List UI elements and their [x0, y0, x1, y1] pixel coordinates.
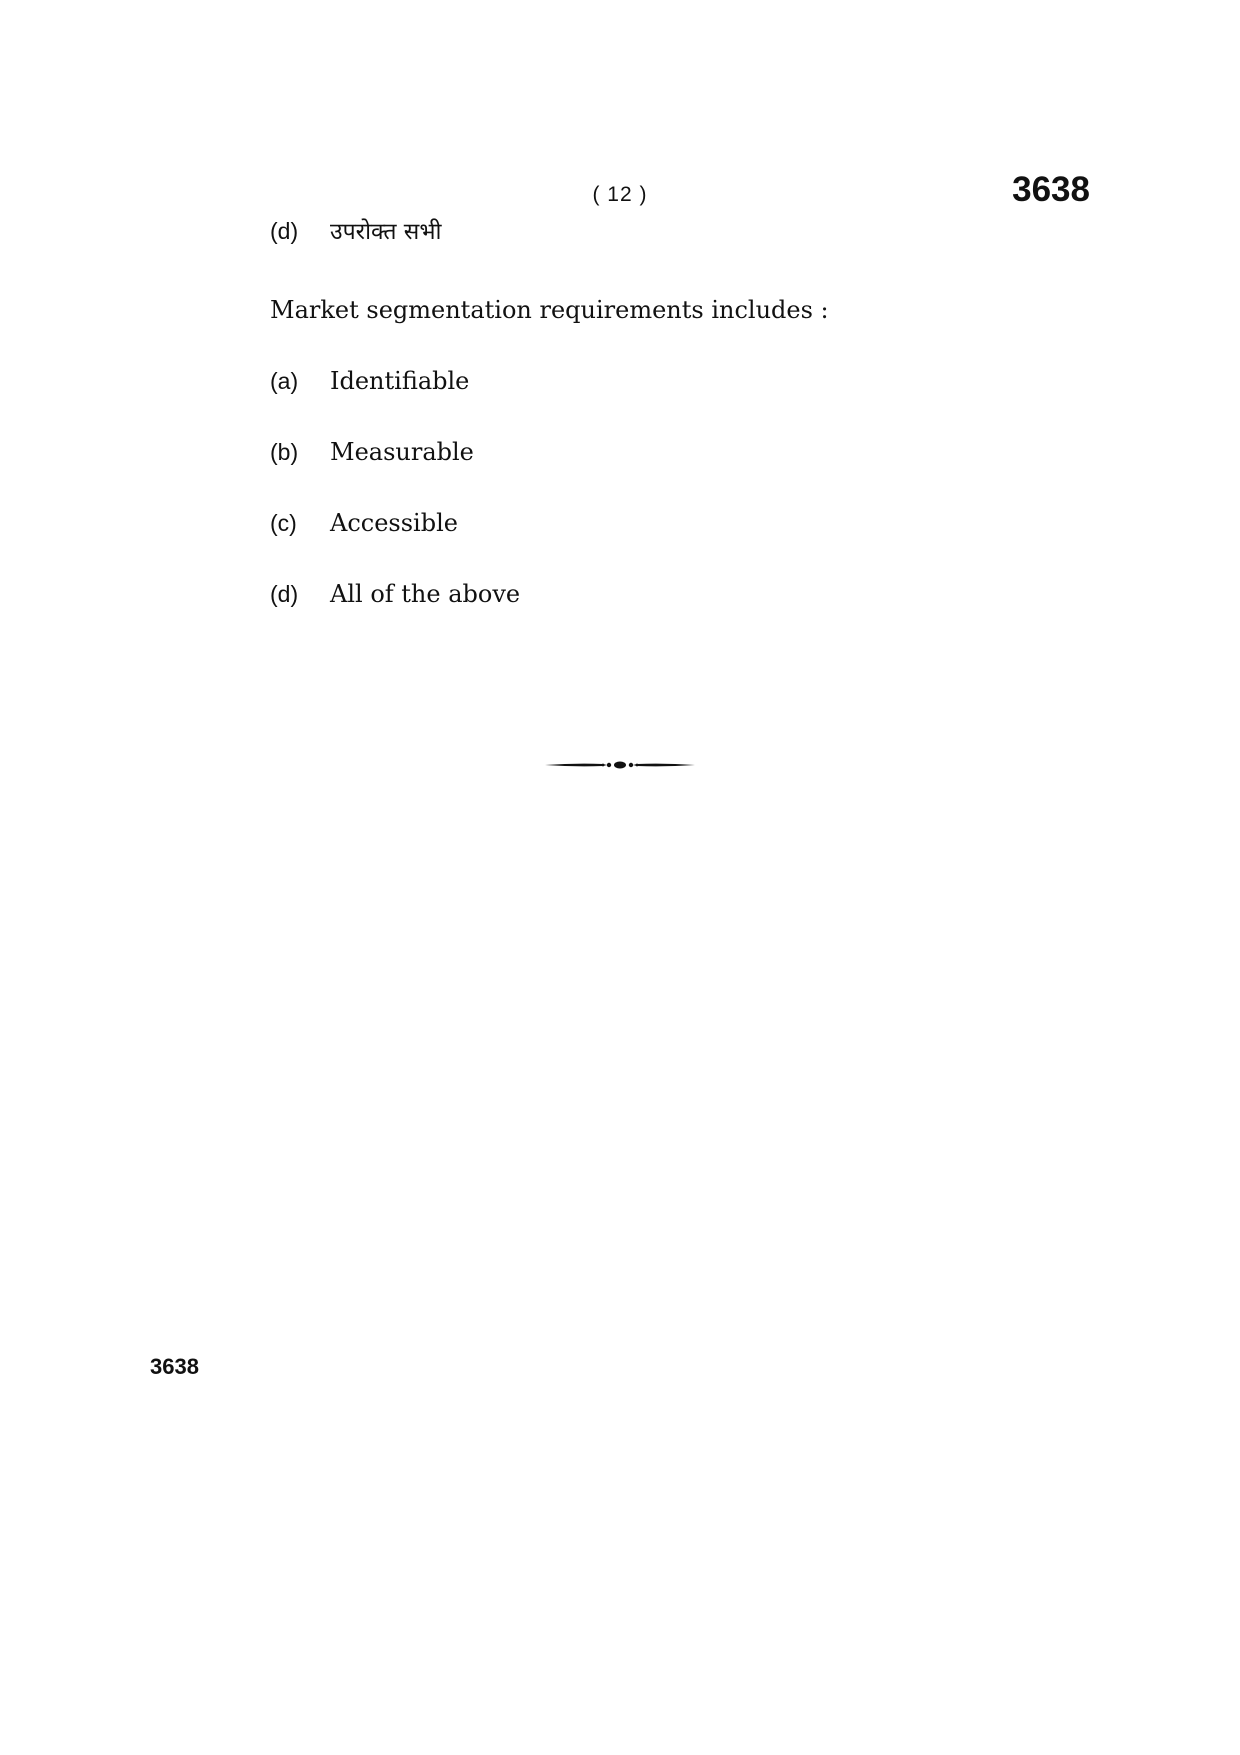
page-number: ( 12 ) — [592, 183, 648, 206]
option-a — [270, 367, 469, 395]
paper-code-top: 3638 — [1012, 170, 1090, 209]
end-ornament-divider — [545, 757, 695, 773]
option-text: Accessible — [330, 509, 458, 537]
option-text: Measurable — [330, 438, 474, 466]
question-text: Market segmentation requirements includes : — [270, 296, 829, 324]
option-b — [270, 438, 474, 466]
option-label: (c) — [270, 510, 297, 536]
option-text-hindi: उपरोक्त सभी — [330, 219, 442, 245]
previous-option-d — [270, 214, 441, 246]
option-text: All of the above — [330, 580, 521, 608]
option-c — [270, 509, 458, 537]
option-label: (d) — [270, 581, 299, 607]
paper-code-bottom: 3638 — [150, 1354, 199, 1379]
option-label: (b) — [270, 439, 299, 465]
option-label: (a) — [270, 368, 299, 394]
option-d — [270, 580, 520, 608]
option-label: (d) — [270, 218, 299, 244]
option-text: Identifiable — [330, 367, 470, 395]
